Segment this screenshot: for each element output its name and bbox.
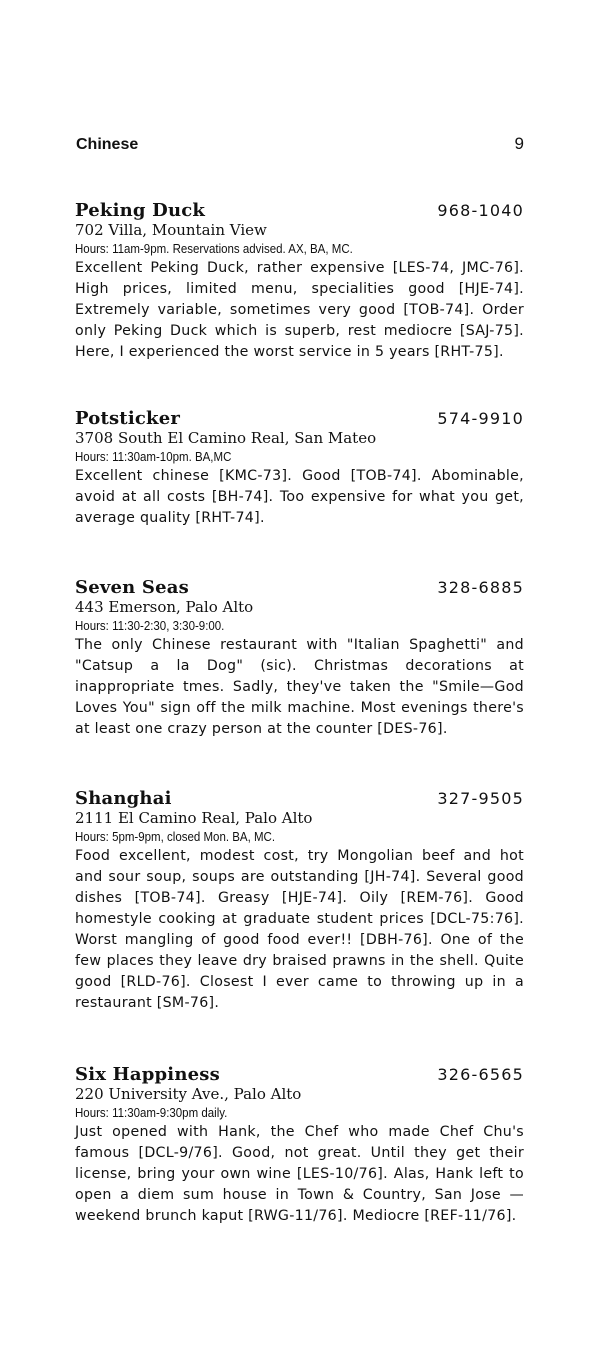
restaurant-phone: 574-9910 <box>437 409 524 428</box>
restaurant-review: Excellent chinese [KMC-73]. Good [TOB-74]. Abominable, avoid at all costs [BH-74]. Too expensive for what you get, average quality [RHT-74]. <box>75 468 524 526</box>
restaurant-address: 220 University Ave., Palo Alto <box>75 1085 302 1103</box>
restaurant-address: 2111 El Camino Real, Palo Alto <box>75 809 313 827</box>
restaurant-name: Potsticker <box>75 408 181 429</box>
restaurant-phone: 968-1040 <box>437 201 524 220</box>
restaurant-hours: Hours: 5pm-9pm, closed Mon. BA, MC. <box>75 830 276 844</box>
restaurant-entry-shanghai <box>75 788 524 1014</box>
restaurant-hours: Hours: 11:30am-9:30pm daily. <box>75 1106 228 1120</box>
restaurant-entry-potsticker <box>75 408 524 529</box>
section-title: Chinese <box>76 136 139 153</box>
restaurant-address: 3708 South El Camino Real, San Mateo <box>75 429 377 447</box>
restaurant-phone: 328-6885 <box>437 578 524 597</box>
restaurant-name: Peking Duck <box>75 200 206 221</box>
restaurant-review: Food excellent, modest cost, try Mongolian beef and hot and sour soup, soups are outstanding [JH-74]. Several good dishes [TOB-74]. Greasy [HJE-74]. Oily [REM-76]. Good homestyle cooking at graduate student prices [DCL-75:76]. Worst mangling of good food ever!! [DBH-76]. One of the few places they leave dry braised prawns in the shell. Quite good [RLD-76]. Closest I ever came to throwing up in a restaurant [SM-76]. <box>75 848 524 1011</box>
restaurant-hours: Hours: 11:30am-10pm. BA,MC <box>75 450 232 464</box>
restaurant-name: Shanghai <box>75 788 172 809</box>
restaurant-phone: 327-9505 <box>437 789 524 808</box>
restaurant-name: Seven Seas <box>75 577 189 598</box>
page-header <box>76 134 526 154</box>
restaurant-entry-seven-seas <box>75 577 524 740</box>
restaurant-entry-peking-duck <box>75 200 524 363</box>
restaurant-review: Just opened with Hank, the Chef who made Chef Chu's famous [DCL-9/76]. Good, not great. Until they get their license, bring your own wine [LES-10/76]. Alas, Hank left to open a diem sum house in Town & Country, San Jose —weekend brunch kaput [RWG-11/76]. Mediocre [REF-11/76]. <box>75 1124 524 1224</box>
restaurant-entry-six-happiness <box>75 1064 524 1227</box>
restaurant-hours: Hours: 11:30-2:30, 3:30-9:00. <box>75 619 225 633</box>
restaurant-phone: 326-6565 <box>437 1065 524 1084</box>
restaurant-review: The only Chinese restaurant with "Italian Spaghetti" and "Catsup a la Dog" (sic). Christmas decorations at inappropriate tmes. Sadly, they've taken the "Smile—God Loves You" sign off the milk machine. Most evenings there's at least one crazy person at the counter [DES-76]. <box>75 637 524 737</box>
restaurant-hours: Hours: 11am-9pm. Reservations advised. AX, BA, MC. <box>75 242 353 256</box>
page-number: 9 <box>514 134 524 153</box>
restaurant-address: 702 Villa, Mountain View <box>75 221 267 239</box>
restaurant-review: Excellent Peking Duck, rather expensive [LES-74, JMC-76]. High prices, limited menu, specialities good [HJE-74]. Extremely variable, sometimes very good [TOB-74]. Order only Peking Duck which is superb, rest mediocre [SAJ-75]. Here, I experienced the worst service in 5 years [RHT-75]. <box>75 260 524 360</box>
restaurant-name: Six Happiness <box>75 1064 220 1085</box>
restaurant-address: 443 Emerson, Palo Alto <box>75 598 254 616</box>
